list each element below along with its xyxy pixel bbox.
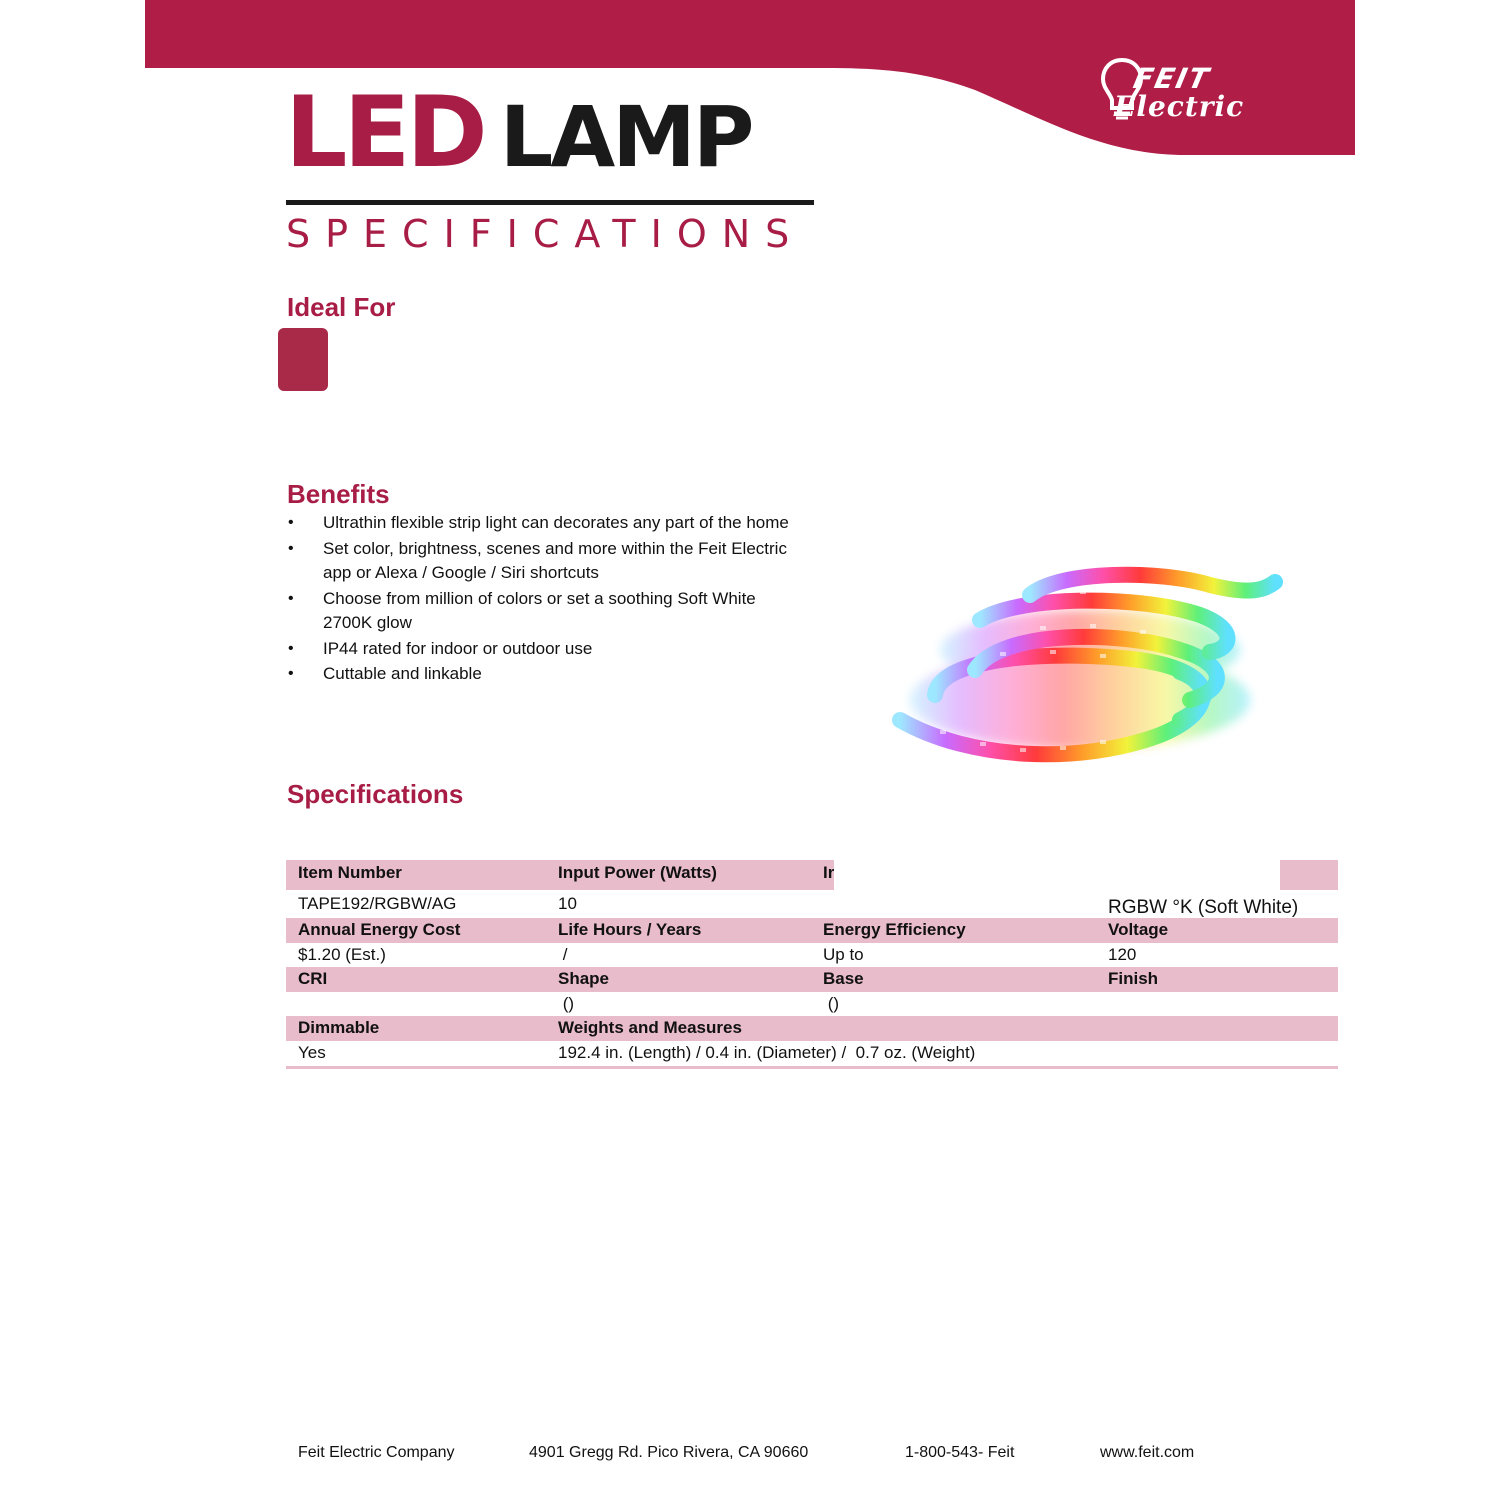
table-header-row [286, 967, 1338, 992]
table-cell: Up to [823, 944, 864, 964]
table-row [286, 890, 1338, 918]
table-header-row [286, 1016, 1338, 1041]
table-cell: / [558, 944, 568, 964]
benefit-text: Ultrathin flexible strip light can decorates any part of the home [323, 513, 789, 532]
table-header-cell: Weights and Measures [558, 1018, 742, 1038]
benefit-text: Choose from million of colors or set a soothing Soft White 2700K glow [323, 588, 756, 632]
list-item [287, 637, 807, 662]
list-item [287, 662, 807, 687]
page-title [285, 78, 751, 188]
table-cell: $1.20 (Est.) [298, 944, 386, 964]
list-item [287, 587, 807, 636]
footer-website[interactable]: www.feit.com [1100, 1444, 1195, 1461]
led-strip-product-image [880, 560, 1290, 810]
bullet-icon: • [288, 639, 294, 657]
benefit-text: Set color, brightness, scenes and more within the Feit Electric app or Alexa / Google / Siri shortcuts [323, 538, 787, 582]
table-cell: () [558, 993, 575, 1013]
table-cell: 120 [1108, 944, 1137, 964]
feit-electric-logo [1100, 56, 1330, 126]
footer-company: Feit Electric Company [298, 1444, 455, 1461]
table-header-cell: Energy Efficiency [823, 920, 966, 939]
table-header-cell: Base [823, 969, 864, 989]
title-divider [286, 200, 814, 205]
table-header-cell: Life Hours / Years [558, 920, 702, 939]
logo-text-electric: Electric [1114, 90, 1245, 123]
title-led: LED [285, 76, 484, 190]
image-overlap-patch [834, 860, 1280, 890]
footer-phone: 1-800-543- Feit [905, 1444, 1015, 1461]
bullet-icon: • [288, 589, 294, 607]
table-header-cell: Shape [558, 969, 610, 989]
specifications-table [286, 860, 1338, 1069]
table-cell: RGBW °K (Soft White) [1108, 897, 1299, 918]
footer-address: 4901 Gregg Rd. Pico Rivera, CA 90660 [529, 1444, 809, 1461]
table-header-cell: Input Power (Watts) [558, 863, 717, 882]
table-header-cell: Ir [823, 863, 835, 882]
table-header-cell: Finish [1108, 969, 1159, 989]
list-item [287, 511, 807, 536]
table-cell: () [823, 993, 840, 1013]
table-header-cell: Voltage [1108, 920, 1169, 939]
table-bottom-rule [286, 1066, 1338, 1069]
table-row [286, 992, 1338, 1017]
table-cell: 192.4 in. (Length) / 0.4 in. (Diameter) / 0.7 oz. (Weight) [558, 1042, 976, 1062]
benefit-text: IP44 rated for indoor or outdoor use [323, 638, 593, 658]
table-cell: 10 [558, 894, 577, 913]
ideal-for-heading: Ideal For [287, 292, 396, 322]
specifications-heading: Specifications [287, 779, 464, 809]
benefit-text: Cuttable and linkable [323, 664, 482, 683]
bullet-icon: • [288, 665, 294, 682]
table-header-row [286, 918, 1338, 943]
table-cell: Yes [298, 1042, 326, 1062]
page-subtitle: SPECIFICATIONS [286, 212, 805, 256]
ideal-for-icon [278, 328, 328, 391]
table-header-cell: Dimmable [298, 1018, 380, 1038]
table-header-row [286, 860, 1338, 890]
benefits-list [287, 511, 807, 688]
list-item [287, 537, 807, 586]
bullet-icon: • [288, 514, 294, 531]
title-lamp: LAMP [499, 88, 752, 186]
table-row [286, 1041, 1338, 1066]
table-cell: TAPE192/RGBW/AG [298, 894, 457, 913]
table-header-cell: Item Number [298, 863, 402, 882]
table-header-cell: Annual Energy Cost [298, 920, 461, 939]
bullet-icon: • [288, 539, 294, 557]
benefits-heading: Benefits [287, 479, 390, 509]
table-header-cell: CRI [298, 969, 328, 989]
table-row [286, 943, 1338, 968]
logo-text-feit: FEIT [1130, 62, 1214, 95]
